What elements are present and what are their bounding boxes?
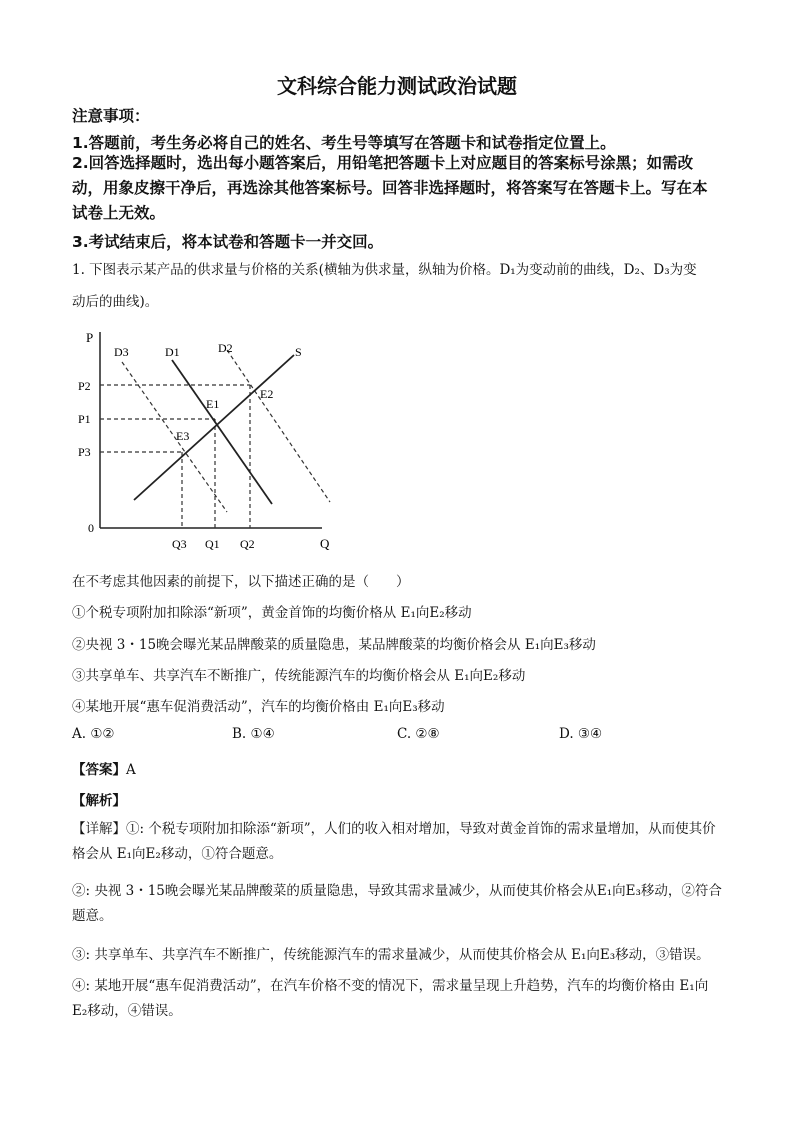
label-d3: D3 <box>114 345 129 359</box>
label-q3: Q3 <box>172 537 187 551</box>
curve-s <box>134 355 294 500</box>
label-s: S <box>295 345 302 359</box>
label-axis-y: P <box>86 330 94 345</box>
option-d: D. ③④ <box>559 726 603 742</box>
label-origin: 0 <box>88 521 94 535</box>
analysis-detail-3: ③: 共享单车、共享汽车不断推广，传统能源汽车的需求量减少，从而使其价格会从 E₁向E₃移动，③错误。 <box>72 947 710 963</box>
label-p1: P1 <box>78 412 91 426</box>
option-b: B. ①④ <box>232 726 275 742</box>
label-e2: E2 <box>260 387 274 401</box>
answer-value: A <box>126 762 136 778</box>
question-stem-line1: 1. 下图表示某产品的供求量与价格的关系(横轴为供求量，纵轴为价格。D₁为变动前的曲线，D₂、D₃为变 <box>72 262 697 278</box>
label-d2: D2 <box>218 341 233 355</box>
option-c: C. ②⑧ <box>397 726 440 742</box>
notice-item-1: 1.答题前，考生务必将自己的姓名、考生号等填写在答题卡和试卷指定位置上。 <box>72 134 616 152</box>
supply-demand-figure <box>72 322 342 562</box>
statement-4: ④某地开展“惠车促消费活动”，汽车的均衡价格由 E₁向E₃移动 <box>72 699 445 715</box>
label-e3: E3 <box>176 429 190 443</box>
notice-heading: 注意事项： <box>72 107 150 125</box>
statement-1: ①个税专项附加扣除添“新项”，黄金首饰的均衡价格从 E₁向E₂移动 <box>72 605 472 621</box>
question-stem-line2: 动后的曲线)。 <box>72 294 159 310</box>
label-q1: Q1 <box>205 537 220 551</box>
label-q2: Q2 <box>240 537 255 551</box>
label-d1: D1 <box>165 345 180 359</box>
label-axis-x: Q <box>320 536 330 551</box>
label-e1: E1 <box>206 397 220 411</box>
answer-line <box>72 758 136 778</box>
analysis-detail-4: ④: 某地开展“惠车促消费活动”，在汽车价格不变的情况下，需求量呈现上升趋势，汽车的均衡价格由 E₁向E₂移动，④错误。 <box>72 978 709 1019</box>
statement-3: ③共享单车、共享汽车不断推广，传统能源汽车的均衡价格会从 E₁向E₂移动 <box>72 668 526 684</box>
analysis-detail-1: 【详解】①: 个税专项附加扣除添“新项”，人们的收入相对增加，导致对黄金首饰的需求量增加，从而使其价格会从 E₁向E₂移动，①符合题意。 <box>72 821 716 862</box>
label-p2: P2 <box>78 379 91 393</box>
notice-item-3: 3.考试结束后，将本试卷和答题卡一并交回。 <box>72 233 384 251</box>
label-p3: P3 <box>78 445 91 459</box>
notice-item-2: 2.回答选择题时，选出每小题答案后，用铅笔把答题卡上对应题目的答案标号涂黑；如需改动，用象皮擦干净后，再选涂其他答案标号。回答非选择题时，将答案写在答题卡上。写在本试卷上无效。 <box>72 154 708 222</box>
question-prompt: 在不考虑其他因素的前提下，以下描述正确的是（ ） <box>72 574 410 590</box>
page-title: 文科综合能力测试政治试题 <box>277 74 517 98</box>
analysis-label: 【解析】 <box>72 793 126 809</box>
option-a: A. ①② <box>72 726 115 742</box>
analysis-detail-2: ②: 央视 3・15晚会曝光某品牌酸菜的质量隐患，导致其需求量减少，从而使其价格会从E₁向E₃移动，②符合题意。 <box>72 883 722 924</box>
curve-d2 <box>227 350 330 502</box>
answer-label: 【答案】 <box>72 762 126 778</box>
statement-2: ②央视 3・15晚会曝光某品牌酸菜的质量隐患，某品牌酸菜的均衡价格会从 E₁向E₃移动 <box>72 637 596 653</box>
